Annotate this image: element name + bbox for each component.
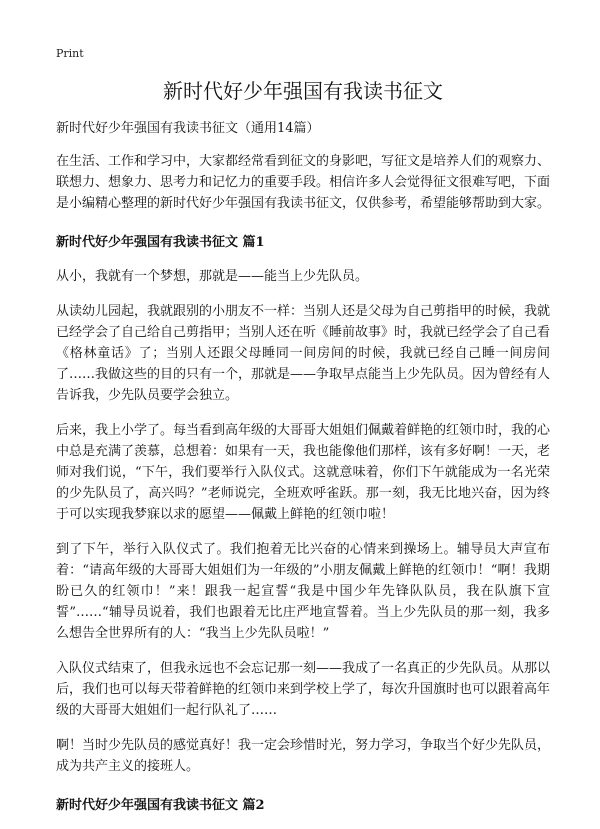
section-1-paragraph-1: 从小，我就有一个梦想，那就是——能当上少先队员。 xyxy=(56,269,369,284)
document-subtitle: 新时代好少年强国有我读书征文（通用14篇） xyxy=(56,121,320,136)
section-2-heading: 新时代好少年强国有我读书征文 篇2 xyxy=(56,798,265,813)
article-body xyxy=(56,151,550,829)
section-1-paragraph-4: 到了下午，举行入队仪式了。我们抱着无比兴奋的心情来到操场上。辅导员大声宣布着：“请高年级的大哥哥大姐姐们为一年级的”小朋友佩戴上鲜艳的红领巾！“啊！我期盼已久的红领巾！”来！跟我一起宣誓“我是中国少年先锋队队员，我在队旗下宣誓”……“辅导员说着，我们也跟着无比庄严地宣誓着。当上少先队员的那一刻，我多么想告全世界所有的人：“我当上少先队员啦！” xyxy=(56,542,550,641)
section-1-paragraph-2: 从读幼儿园起，我就跟别的小朋友不一样：当别人还是父母为自己剪指甲的时候，我就已经学会了自己给自己剪指甲；当别人还在听《睡前故事》时，我就已经学会了自己看《格林童话》了；当别人还跟父母睡同一间房间的时候，我就已经自己睡一间房间了……我做这些的目的只有一个，那就是——争取早点能当上少先队员。因为曾经有人告诉我，少先队员要学会独立。 xyxy=(56,304,551,403)
page-title: 新时代好少年强国有我读书征文 xyxy=(163,79,443,103)
section-1-paragraph-3: 后来，我上小学了。每当看到高年级的大哥哥大姐姐们佩戴着鲜艳的红领巾时，我的心中总是充满了羡慕，总想着：如果有一天，我也能像他们那样，该有多好啊！一天，老师对我们说，“下午，我们要举行入队仪式。这就意味着，你们下午就能成为一名光荣的少先队员了，高兴吗？”老师说完，全班欢呼雀跃。那一刻，我无比地兴奋，因为终于可以实现我梦寐以求的愿望——佩戴上鲜艳的红领巾啦！ xyxy=(56,423,551,522)
section-1-paragraph-6: 啊！当时少先队员的感觉真好！我一定会珍惜时光，努力学习，争取当个好少先队员，成为共产主义的接班人。 xyxy=(56,738,551,774)
print-link[interactable]: Print xyxy=(56,47,84,60)
section-1-heading: 新时代好少年强国有我读书征文 篇1 xyxy=(56,235,265,250)
section-1-paragraph-5: 入队仪式结束了，但我永远也不会忘记那一刻——我成了一名真正的少先队员。从那以后，我们也可以每天带着鲜艳的红领巾来到学校上学了，每次升国旗时也可以跟着高年级的大哥哥大姐姐们一起行队礼了…… xyxy=(56,661,551,718)
intro-paragraph: 在生活、工作和学习中，大家都经常看到征文的身影吧，写征文是培养人们的观察力、联想力、想象力、思考力和记忆力的重要手段。相信许多人会觉得征文很难写吧，下面是小编精心整理的新时代好少年强国有我读书征文，仅供参考，希望能够帮助到大家。 xyxy=(56,154,551,211)
